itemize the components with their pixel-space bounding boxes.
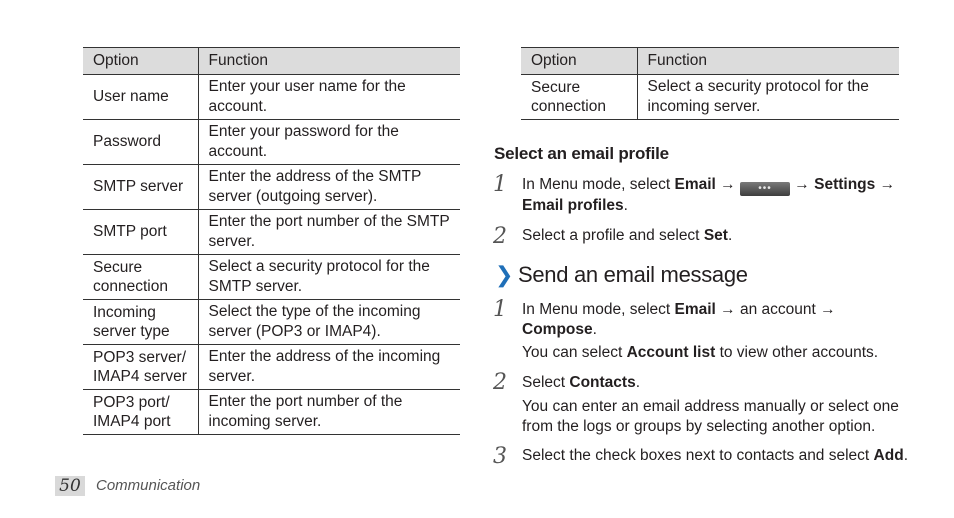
table-row — [83, 75, 460, 120]
function-cell — [198, 210, 460, 255]
text: In Menu mode, select — [522, 301, 675, 318]
text: . — [623, 197, 628, 214]
step-text — [522, 226, 902, 246]
step-note: You can enter an email address manually or select one from the logs or groups by selecting another option. — [522, 398, 899, 435]
option-cell: POP3 port/ IMAP4 port — [83, 390, 198, 435]
function-cell — [198, 165, 460, 210]
function-text: Select a security protocol for the SMTP server. — [208, 258, 430, 295]
text: Select — [522, 374, 570, 391]
more-menu-icon: ••• — [740, 182, 790, 196]
text: . — [903, 447, 908, 464]
arrow: → — [789, 176, 815, 193]
text: Select a profile and select — [522, 227, 704, 244]
text: . — [727, 227, 733, 244]
option-cell: Password — [83, 120, 198, 165]
step-text — [522, 175, 902, 216]
text: In Menu mode, select — [522, 176, 675, 193]
step-number: 1 — [493, 297, 507, 322]
page-number: 50 — [55, 476, 85, 496]
text-bold: Email profiles — [522, 197, 624, 214]
header-option: Option — [83, 48, 198, 75]
text: . — [592, 321, 597, 338]
step-text — [522, 300, 902, 340]
header-function: Function — [637, 48, 899, 75]
function-text: Enter your user name for the account. — [208, 78, 406, 115]
section-heading-send-email: Send an email message — [518, 262, 748, 287]
step-number: 3 — [493, 444, 507, 469]
option-cell: SMTP port — [83, 210, 198, 255]
section-title-email-profile: Select an email profile — [494, 144, 669, 163]
table-row — [83, 165, 460, 210]
option-cell: User name — [83, 75, 198, 120]
text: → an account → — [715, 301, 836, 318]
table-row — [521, 75, 899, 120]
function-cell — [637, 75, 899, 120]
function-cell — [198, 390, 460, 435]
function-text: Enter your password for the account. — [208, 123, 399, 160]
function-cell — [198, 255, 460, 300]
step-number: 2 — [493, 224, 507, 249]
header-function: Function — [198, 48, 460, 75]
text-bold: Account list — [626, 344, 716, 361]
table-header-row — [83, 48, 460, 75]
options-table-left — [83, 47, 460, 435]
table-row — [83, 255, 460, 300]
option-cell: SMTP server — [83, 165, 198, 210]
text-bold: Contacts — [569, 374, 636, 391]
text-bold: Email — [674, 176, 716, 193]
function-cell — [198, 75, 460, 120]
step-number: 1 — [493, 172, 507, 197]
text-bold: Set — [703, 227, 728, 244]
chevron-right-icon: ❯ — [495, 262, 514, 287]
arrow: → — [715, 176, 740, 193]
step-number: 2 — [493, 370, 507, 395]
text-bold: Add — [873, 447, 904, 464]
table-row — [83, 345, 460, 390]
table-row — [83, 120, 460, 165]
function-text: Select a security protocol for the incoming server. — [647, 78, 869, 115]
text-bold: Email — [674, 301, 716, 318]
option-cell: POP3 server/ IMAP4 server — [83, 345, 198, 390]
option-cell: Secure connection — [521, 75, 637, 120]
text: You can select — [522, 344, 627, 361]
step-note — [522, 343, 902, 363]
table-row — [83, 210, 460, 255]
text: . — [635, 374, 641, 391]
function-cell — [198, 120, 460, 165]
option-cell: Secure connection — [83, 255, 198, 300]
text: to view other accounts. — [715, 344, 879, 361]
table-header-row — [521, 48, 899, 75]
text-bold: Settings — [814, 176, 876, 193]
option-cell: Incoming server type — [83, 300, 198, 345]
text-bold: Compose — [522, 321, 593, 338]
function-text: Enter the port number of the SMTP server. — [208, 213, 450, 250]
header-option: Option — [521, 48, 637, 75]
arrow: → — [875, 176, 896, 193]
function-text: Enter the address of the SMTP server (outgoing server). — [208, 168, 422, 205]
function-cell — [198, 345, 460, 390]
options-table-right — [521, 47, 899, 120]
text: Select the check boxes next to contacts and select — [522, 447, 874, 464]
table-row — [83, 390, 460, 435]
function-text: Enter the port number of the incoming server. — [208, 393, 403, 430]
footer-section-name: Communication — [96, 477, 201, 494]
function-cell — [198, 300, 460, 345]
step-text — [522, 373, 902, 393]
function-text: Enter the address of the incoming server. — [208, 348, 441, 385]
step-text — [522, 446, 922, 466]
table-row — [83, 300, 460, 345]
function-text: Select the type of the incoming server (POP3 or IMAP4). — [208, 303, 421, 340]
